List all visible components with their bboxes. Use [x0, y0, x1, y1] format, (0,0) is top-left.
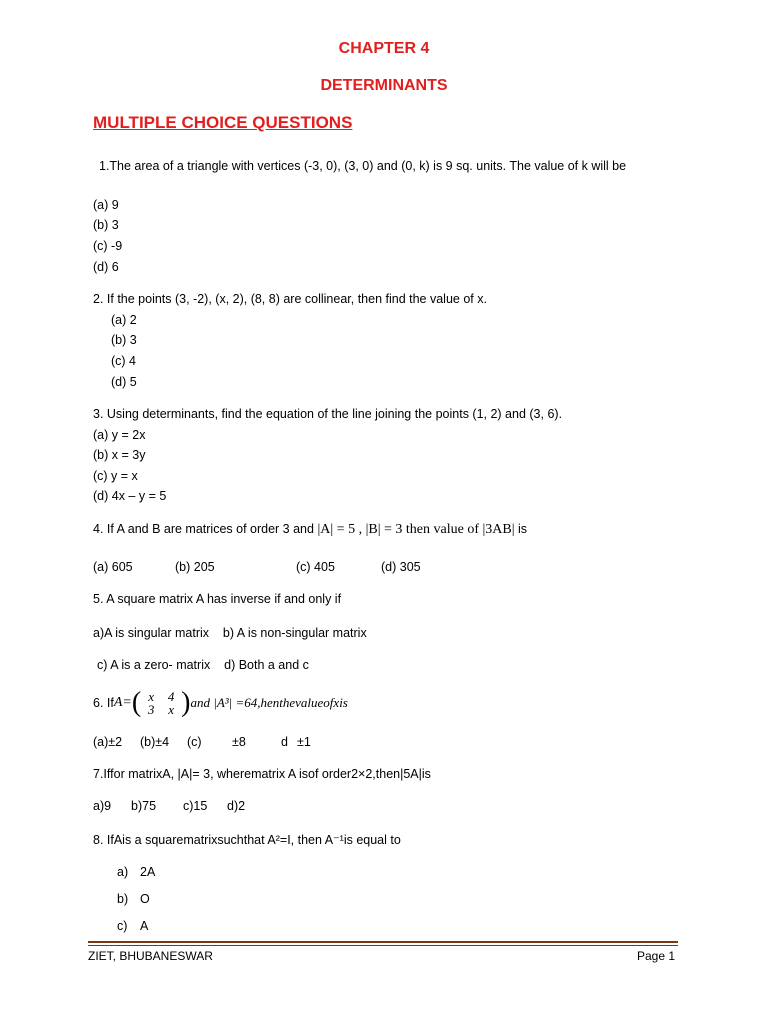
- q2-option-d: (d) 5: [111, 375, 137, 389]
- question-4: [93, 522, 527, 538]
- q6-option-d-value: ±1: [297, 735, 311, 749]
- topic-title: DETERMINANTS: [320, 77, 448, 94]
- q6-matrix-cell: x: [168, 702, 175, 717]
- q4-option-c: (c) 405: [296, 560, 335, 574]
- q4-option-a: (a) 605: [93, 560, 133, 574]
- question-2: 2. If the points (3, -2), (x, 2), (8, 8) are collinear, then find the value of x.: [93, 292, 487, 306]
- q6-option-b: (b)±4: [140, 735, 170, 749]
- q5-options-row-2: c) A is a zero- matrix d) Both a and c: [97, 658, 309, 672]
- q3-option-a: (a) y = 2x: [93, 428, 146, 442]
- q3-option-b: (b) x = 3y: [93, 448, 146, 462]
- section-title: MULTIPLE CHOICE QUESTIONS: [93, 113, 353, 132]
- q2-option-b: (b) 3: [111, 333, 137, 347]
- q8-option-b-value: O: [140, 892, 150, 906]
- question-8: 8. IfAis a squarematrixsuchthat A²=I, then A⁻¹is equal to: [93, 833, 401, 847]
- q1-option-a: (a) 9: [93, 198, 119, 212]
- q1-option-c: (c) -9: [93, 239, 123, 253]
- q3-option-c: (c) y = x: [93, 469, 138, 483]
- q8-option-a-label: a): [117, 865, 129, 879]
- footer-org: ZIET, BHUBANESWAR: [88, 949, 213, 963]
- question-3: 3. Using determinants, find the equation of the line joining the points (1, 2) and (3, 6).: [93, 407, 563, 421]
- q5-options-row-1: a)A is singular matrix b) A is non-singular matrix: [93, 626, 367, 640]
- q1-option-d: (d) 6: [93, 260, 119, 274]
- q6-matrix-cell: 4: [167, 689, 175, 704]
- q6-option-a: (a)±2: [93, 735, 123, 749]
- chapter-title: CHAPTER 4: [338, 40, 430, 57]
- q8-option-b-label: b): [117, 892, 129, 906]
- page-number: Page 1: [637, 949, 676, 963]
- question-5: 5. A square matrix A has inverse if and only if: [93, 592, 342, 606]
- footer-rule-thin: [88, 945, 678, 946]
- q8-option-c-value: A: [140, 919, 149, 933]
- q7-option-a: a)9: [93, 799, 112, 813]
- footer-rule: [88, 941, 678, 943]
- q3-option-d: (d) 4x – y = 5: [93, 489, 167, 503]
- q6-option-c-label: (c): [187, 735, 202, 749]
- q2-option-c: (c) 4: [111, 354, 136, 368]
- q8-option-a-value: 2A: [140, 865, 156, 879]
- q6-option-c-value: ±8: [232, 735, 246, 749]
- q6-matrix-label: A=: [113, 695, 132, 710]
- q6-suffix: and |A³| =64,henthevalueofxis: [190, 695, 348, 710]
- q7-option-c: c)15: [183, 799, 208, 813]
- question-7: 7.Iffor matrixA, |A|= 3, wherematrix A isof order2×2,then|5A|is: [93, 767, 431, 781]
- q4-math: |A| = 5 , |B| = 3 then value of |3AB|: [317, 522, 515, 537]
- q4-option-b: (b) 205: [175, 560, 215, 574]
- q2-option-a: (a) 2: [111, 313, 137, 327]
- q7-option-b: b)75: [131, 799, 157, 813]
- q6-matrix-cell: 3: [147, 702, 155, 717]
- question-6: [93, 686, 348, 720]
- q6-matrix: ( x 4 3 x ): [131, 687, 191, 718]
- q6-option-d-label: d: [281, 735, 288, 749]
- q4-text: 4. If A and B are matrices of order 3 and: [93, 522, 314, 536]
- q6-prefix: 6. If: [93, 696, 114, 710]
- q4-suffix: is: [518, 522, 528, 536]
- q4-option-d: (d) 305: [381, 560, 421, 574]
- q6-matrix-cell: x: [148, 689, 155, 704]
- q1-option-b: (b) 3: [93, 218, 119, 232]
- q8-option-c-label: c): [117, 919, 128, 933]
- q7-option-d: d)2: [227, 799, 246, 813]
- question-1: 1.The area of a triangle with vertices (-3, 0), (3, 0) and (0, k) is 9 sq. units. The value of k will be: [99, 159, 627, 173]
